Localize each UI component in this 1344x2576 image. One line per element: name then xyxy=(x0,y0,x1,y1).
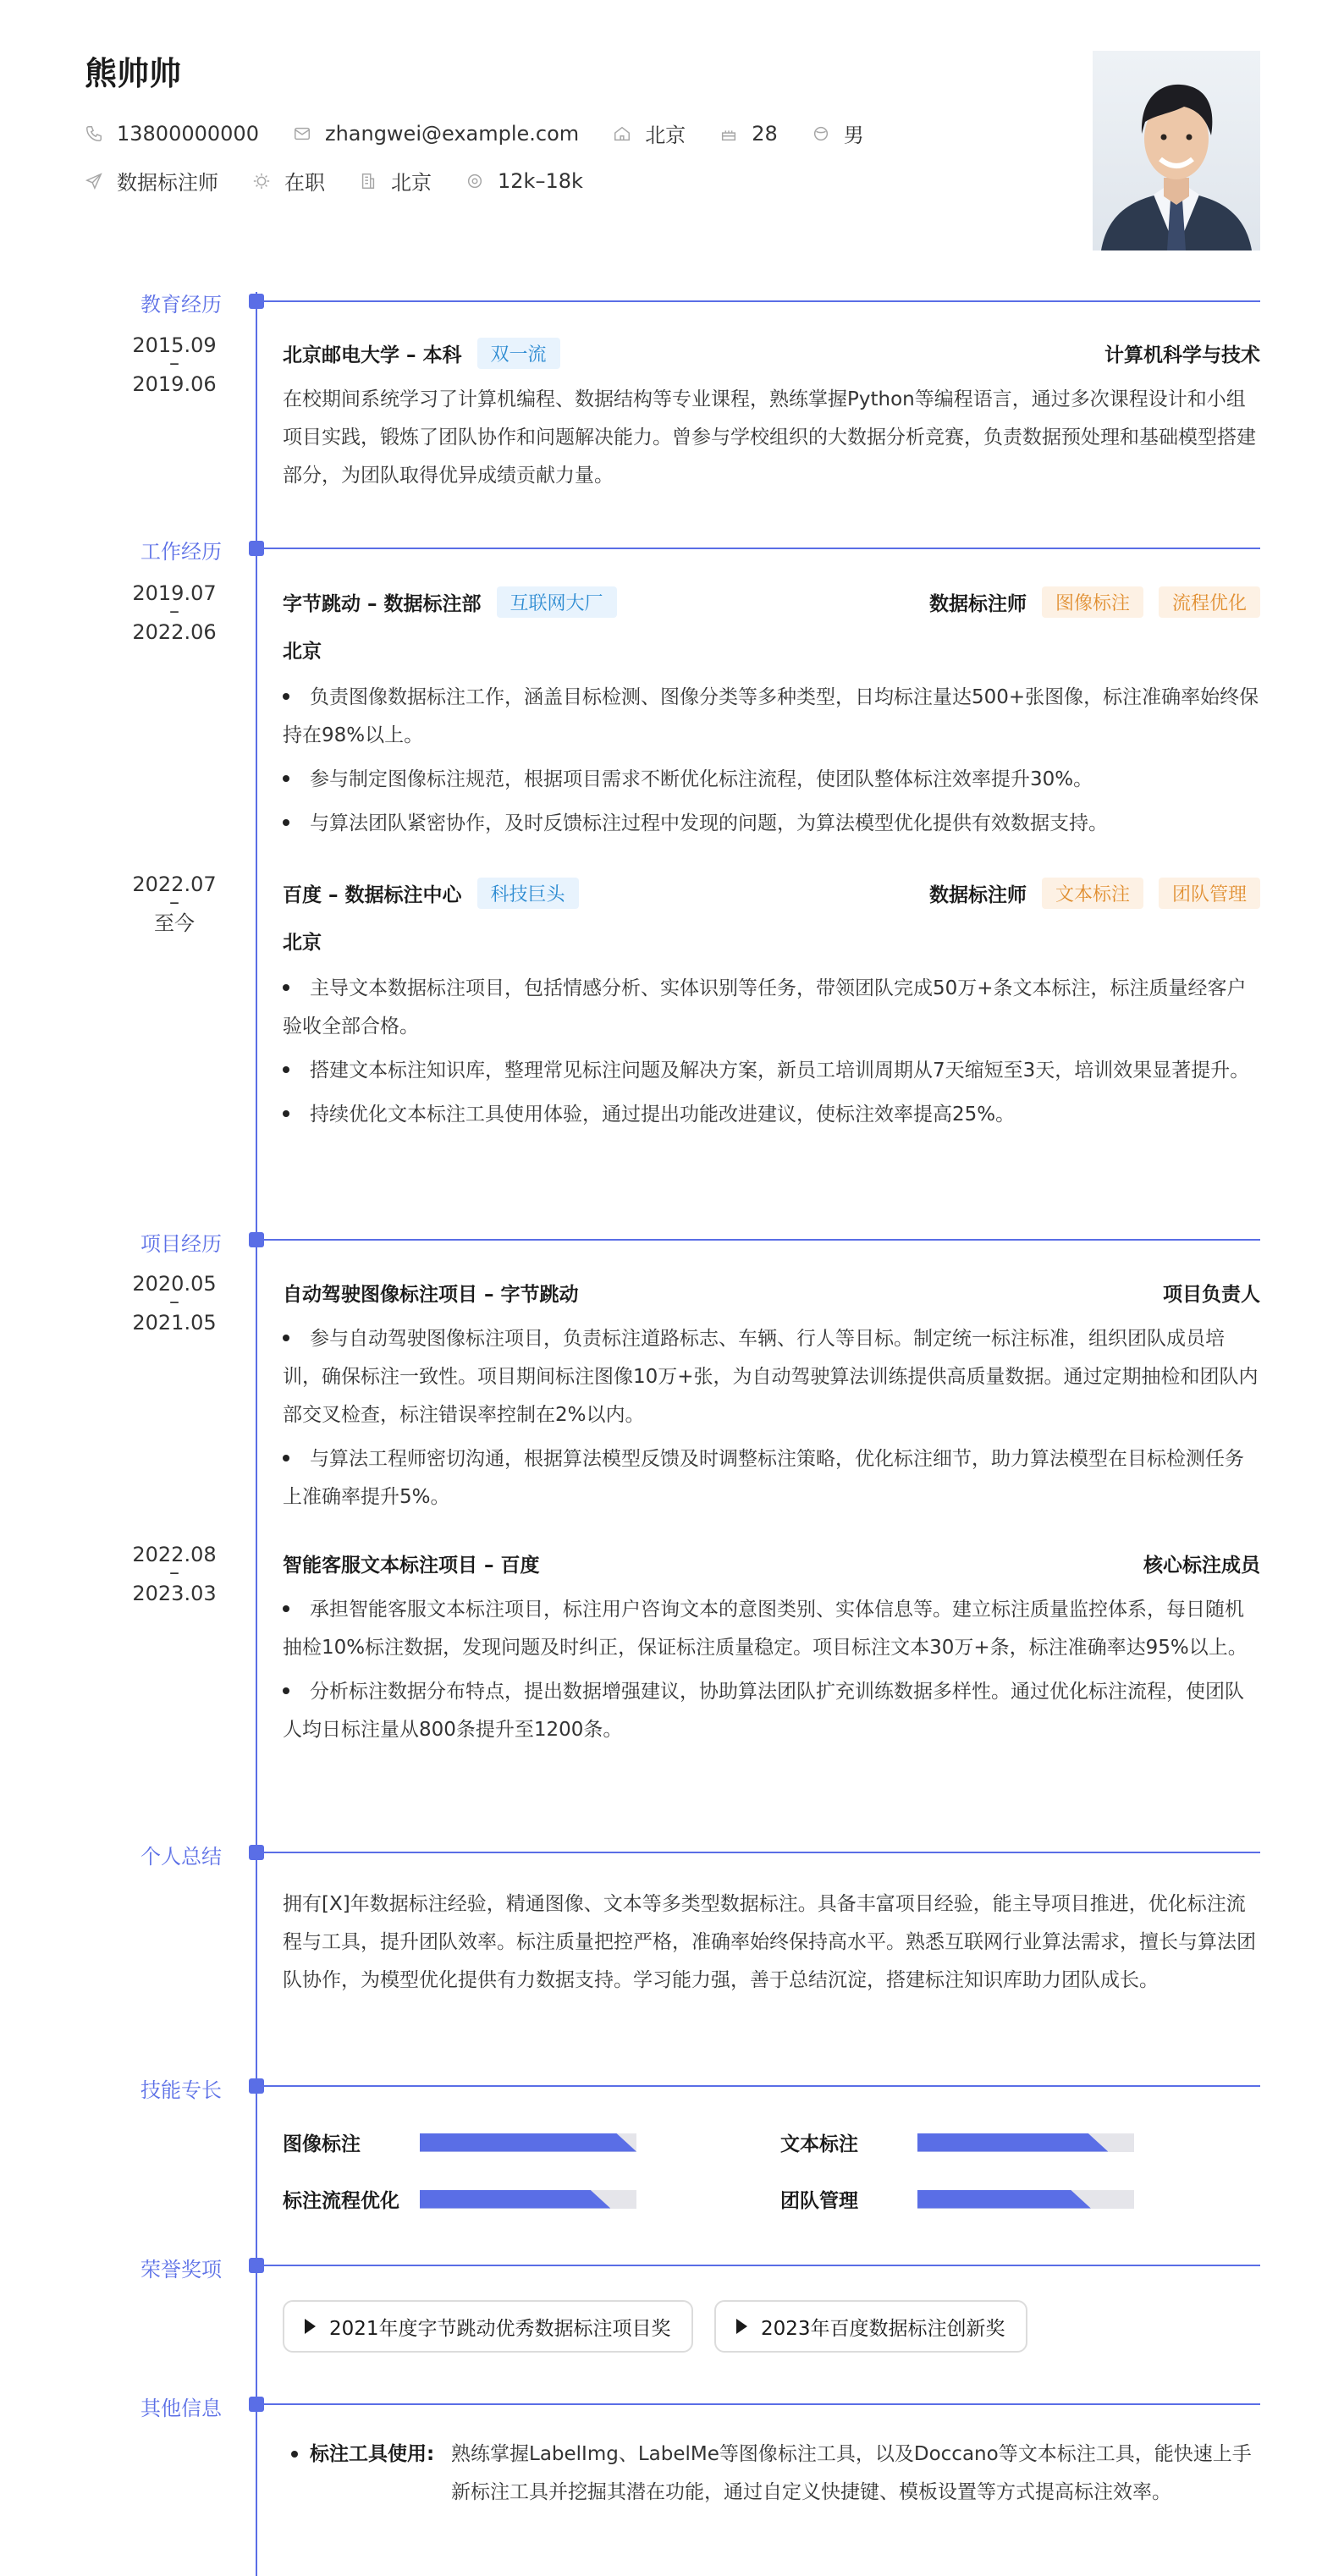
section-marker xyxy=(249,541,264,556)
date-start: 2022.08 xyxy=(132,1543,217,1566)
section-title-work: 工作经历 xyxy=(140,540,222,564)
bullet-dot xyxy=(283,984,289,991)
job-role: 数据标注师 xyxy=(928,592,1027,615)
date-end: 2021.05 xyxy=(132,1311,217,1335)
skill-tag: 团队管理 xyxy=(1159,878,1260,909)
list-item xyxy=(283,679,1260,755)
list-item xyxy=(283,805,1260,843)
home-icon xyxy=(613,124,631,143)
work-entry xyxy=(283,586,1260,849)
skill-bar-fill xyxy=(420,2133,636,2152)
list-item xyxy=(283,761,1260,799)
company-tag: 科技巨头 xyxy=(477,878,579,909)
award-badge xyxy=(714,2300,1027,2353)
work-city-item xyxy=(359,166,432,195)
education-description: 在校期间系统学习了计算机编程、数据结构等专业课程，熟练掌握Python等编程语言，通过多次课程设计和小组项目实践，锻炼了团队协作和问题解决能力。曾参与学校组织的大数据分析竞赛，负责数据预处理和基础模型搭建部分，为团队取得优异成绩贡献力量。 xyxy=(283,388,1256,487)
sun-icon xyxy=(252,172,271,190)
summary-block xyxy=(283,1885,1260,2000)
section-title-summary: 个人总结 xyxy=(140,1845,222,1869)
date-separator: – xyxy=(169,890,179,914)
list-item xyxy=(283,1320,1260,1434)
bullet-text: 与算法工程师密切沟通，根据算法模型反馈及时调整标注策略，优化标注细节，助力算法模型在目标检测任务上准确率提升5%。 xyxy=(283,1448,1244,1508)
project-name: 自动驾驶图像标注项目 – 字节跳动 xyxy=(283,1283,579,1306)
award-text: 2021年度字节跳动优秀数据标注项目奖 xyxy=(329,2317,671,2340)
date-start: 2022.07 xyxy=(132,872,217,896)
bullet-text: 负责图像数据标注工作，涵盖目标检测、图像分类等多种类型，日均标注量达500+张图像，标注准确率始终保持在98%以上。 xyxy=(283,686,1259,746)
work-bullets xyxy=(283,970,1260,1134)
section-title-honors: 荣誉奖项 xyxy=(140,2258,222,2282)
date-start: 2015.09 xyxy=(132,333,217,357)
date-range xyxy=(127,583,222,642)
gender-icon xyxy=(812,124,830,143)
play-icon xyxy=(305,2319,316,2334)
other-info-label: 标注工具使用: xyxy=(310,2443,435,2465)
date-range xyxy=(127,1274,222,1333)
age-item xyxy=(719,122,778,146)
gender-item xyxy=(812,118,864,148)
send-icon xyxy=(85,172,103,190)
mail-icon xyxy=(293,124,311,143)
project-name: 智能客服文本标注项目 – 百度 xyxy=(283,1554,540,1577)
bullet-dot xyxy=(283,1066,289,1073)
list-item xyxy=(283,1673,1260,1749)
age-text: 28 xyxy=(752,121,778,146)
date-separator: – xyxy=(169,1290,179,1313)
skill-name: 文本标注 xyxy=(780,2133,858,2155)
list-item xyxy=(283,1591,1260,1667)
date-end: 2023.03 xyxy=(132,1582,217,1605)
bullet-text: 主导文本数据标注项目，包括情感分析、实体识别等任务，带领团队完成50万+条文本标注，标注质量经客户验收全部合格。 xyxy=(283,977,1247,1038)
cake-icon xyxy=(719,124,738,143)
project-bullets xyxy=(283,1591,1260,1749)
salary-text: 12k–18k xyxy=(498,168,583,193)
bullet-text: 持续优化文本标注工具使用体验，通过提出功能改进建议，使标注效率提高25%。 xyxy=(310,1104,1016,1126)
bullet-text: 搭建文本标注知识库，整理常见标注问题及解决方案，新员工培训周期从7天缩短至3天，培训效果显著提升。 xyxy=(310,1060,1250,1082)
salary-item xyxy=(465,169,583,193)
bullet-dot xyxy=(283,1335,289,1341)
skill-tag: 文本标注 xyxy=(1042,878,1143,909)
skill-bar xyxy=(420,2133,636,2152)
other-info-text: 熟练掌握LabelImg、LabelMe等图像标注工具，以及Doccano等文本标注工具，能快速上手新标注工具并挖掘其潜在功能，通过自定义快捷键、模板设置等方式提高标注效率。 xyxy=(451,2443,1252,2503)
status-item xyxy=(252,166,325,195)
other-info-item xyxy=(283,2436,1260,2512)
bullet-dot xyxy=(291,2451,298,2458)
job-location: 北京 xyxy=(283,641,322,663)
major: 计算机科学与技术 xyxy=(1104,344,1260,366)
section-marker xyxy=(249,1845,264,1860)
company-name: 百度 – 数据标注中心 xyxy=(283,883,462,906)
section-divider xyxy=(263,548,1260,549)
skill-name: 团队管理 xyxy=(780,2190,858,2212)
date-range xyxy=(127,335,222,394)
section-marker xyxy=(249,294,264,309)
date-start: 2019.07 xyxy=(132,581,217,605)
skill-name: 标注流程优化 xyxy=(283,2190,399,2212)
date-separator: – xyxy=(169,1560,179,1584)
skill-bar-fill xyxy=(420,2190,610,2209)
section-title-skills: 技能专长 xyxy=(140,2078,222,2102)
date-start: 2020.05 xyxy=(132,1272,217,1296)
summary-text: 拥有[X]年数据标注经验，精通图像、文本等多类型数据标注。具备丰富项目经验，能主导项目推进，优化标注流程与工具，提升团队效率。标注质量把控严格，准确率始终保持高水平。熟悉互联网行业算法需求，擅长与算法团队协作，为模型优化提供有力数据支持。学习能力强，善于总结沉淀，搭建标注知识库助力团队成长。 xyxy=(283,1893,1256,1991)
job-role: 数据标注师 xyxy=(928,883,1027,906)
phone-icon xyxy=(85,124,103,143)
project-role: 项目负责人 xyxy=(1163,1283,1260,1306)
play-icon xyxy=(736,2319,747,2334)
section-divider xyxy=(263,2085,1260,2087)
city-item xyxy=(613,118,686,148)
list-item xyxy=(283,1052,1260,1090)
section-divider xyxy=(263,1239,1260,1241)
skill-item xyxy=(283,2185,636,2213)
date-end: 2019.06 xyxy=(132,372,217,396)
bullet-dot xyxy=(283,1687,289,1694)
bullet-dot xyxy=(283,775,289,782)
list-item xyxy=(283,1440,1260,1516)
date-range xyxy=(127,874,222,933)
date-range xyxy=(127,1544,222,1604)
school-tag: 双一流 xyxy=(477,338,560,369)
section-divider xyxy=(263,1852,1260,1853)
bullet-text: 承担智能客服文本标注项目，标注用户咨询文本的意图类别、实体信息等。建立标注质量监控体系，每日随机抽检10%标注数据，发现问题及时纠正，保证标注质量稳定。项目标注文本30万+条，标注准确率达95%以上。 xyxy=(283,1599,1248,1659)
skill-tag: 图像标注 xyxy=(1042,586,1143,618)
contact-row xyxy=(85,118,898,148)
date-end: 至今 xyxy=(154,911,195,935)
timeline-line xyxy=(256,292,257,2576)
work-bullets xyxy=(283,679,1260,843)
skill-bar xyxy=(917,2190,1134,2209)
school-name: 北京邮电大学 – 本科 xyxy=(283,344,462,366)
bullet-text: 参与制定图像标注规范，根据项目需求不断优化标注流程，使团队整体标注效率提升30%。 xyxy=(310,768,1093,790)
job-row xyxy=(85,166,617,195)
date-separator: – xyxy=(169,351,179,375)
section-title-project: 项目经历 xyxy=(140,1232,222,1256)
date-end: 2022.06 xyxy=(132,620,217,644)
bullet-dot xyxy=(283,693,289,700)
phone-text: 13800000000 xyxy=(117,121,259,146)
resume-name: 熊帅帅 xyxy=(85,55,182,92)
section-marker xyxy=(249,1232,264,1247)
phone-item xyxy=(85,122,259,146)
position-text: 数据标注师 xyxy=(117,171,218,195)
skill-tag: 流程优化 xyxy=(1159,586,1260,618)
list-item xyxy=(283,1096,1260,1134)
project-entry xyxy=(283,1547,1260,1755)
skill-item xyxy=(780,2185,1134,2213)
project-role: 核心标注成员 xyxy=(1143,1554,1260,1577)
status-text: 在职 xyxy=(284,171,325,195)
project-bullets xyxy=(283,1320,1260,1516)
section-title-education: 教育经历 xyxy=(140,293,222,316)
work-entry xyxy=(283,877,1260,1140)
bullet-dot xyxy=(283,1455,289,1461)
section-title-other: 其他信息 xyxy=(140,2397,222,2420)
bullet-text: 与算法团队紧密协作，及时反馈标注过程中发现的问题，为算法模型优化提供有效数据支持。 xyxy=(310,812,1108,834)
email-item xyxy=(293,122,579,146)
skill-name: 图像标注 xyxy=(283,2133,361,2155)
section-marker xyxy=(249,2258,264,2273)
job-location: 北京 xyxy=(283,932,322,954)
avatar xyxy=(1093,51,1260,250)
date-separator: – xyxy=(169,599,179,623)
project-entry xyxy=(283,1276,1260,1522)
skill-item xyxy=(780,2128,1134,2156)
bullet-dot xyxy=(283,1110,289,1117)
skill-bar-fill xyxy=(917,2133,1108,2152)
company-name: 字节跳动 – 数据标注部 xyxy=(283,592,482,615)
position-item xyxy=(85,166,218,195)
city-text: 北京 xyxy=(645,124,686,147)
bullet-text: 分析标注数据分布特点，提出数据增强建议，协助算法团队扩充训练数据多样性。通过优化标注流程，使团队人均日标注量从800条提升至1200条。 xyxy=(283,1681,1244,1741)
email-text: zhangwei@example.com xyxy=(324,121,580,146)
section-marker xyxy=(249,2397,264,2412)
bullet-text: 参与自动驾驶图像标注项目，负责标注道路标志、车辆、行人等目标。制定统一标注标准，组织团队成员培训，确保标注一致性。项目期间标注图像10万+张，为自动驾驶算法训练提供高质量数据。通过定期抽检和团队内部交叉检查，标注错误率控制在2%以内。 xyxy=(283,1328,1259,1426)
gender-text: 男 xyxy=(843,124,864,147)
award-badge xyxy=(283,2300,693,2353)
section-divider xyxy=(263,2403,1260,2405)
coin-icon xyxy=(465,172,484,190)
skill-bar-fill xyxy=(917,2190,1091,2209)
portrait-image xyxy=(1093,51,1260,250)
company-tag: 互联网大厂 xyxy=(497,586,617,618)
list-item xyxy=(283,970,1260,1046)
bullet-dot xyxy=(283,819,289,826)
education-entry xyxy=(283,337,1260,495)
skill-item xyxy=(283,2128,636,2156)
award-text: 2023年百度数据标注创新奖 xyxy=(761,2317,1005,2340)
section-marker xyxy=(249,2078,264,2094)
skill-bar xyxy=(420,2190,636,2209)
work-city-text: 北京 xyxy=(391,171,432,195)
section-divider xyxy=(263,300,1260,302)
section-divider xyxy=(263,2265,1260,2266)
building-icon xyxy=(359,172,377,190)
bullet-dot xyxy=(283,1605,289,1612)
skill-bar xyxy=(917,2133,1134,2152)
